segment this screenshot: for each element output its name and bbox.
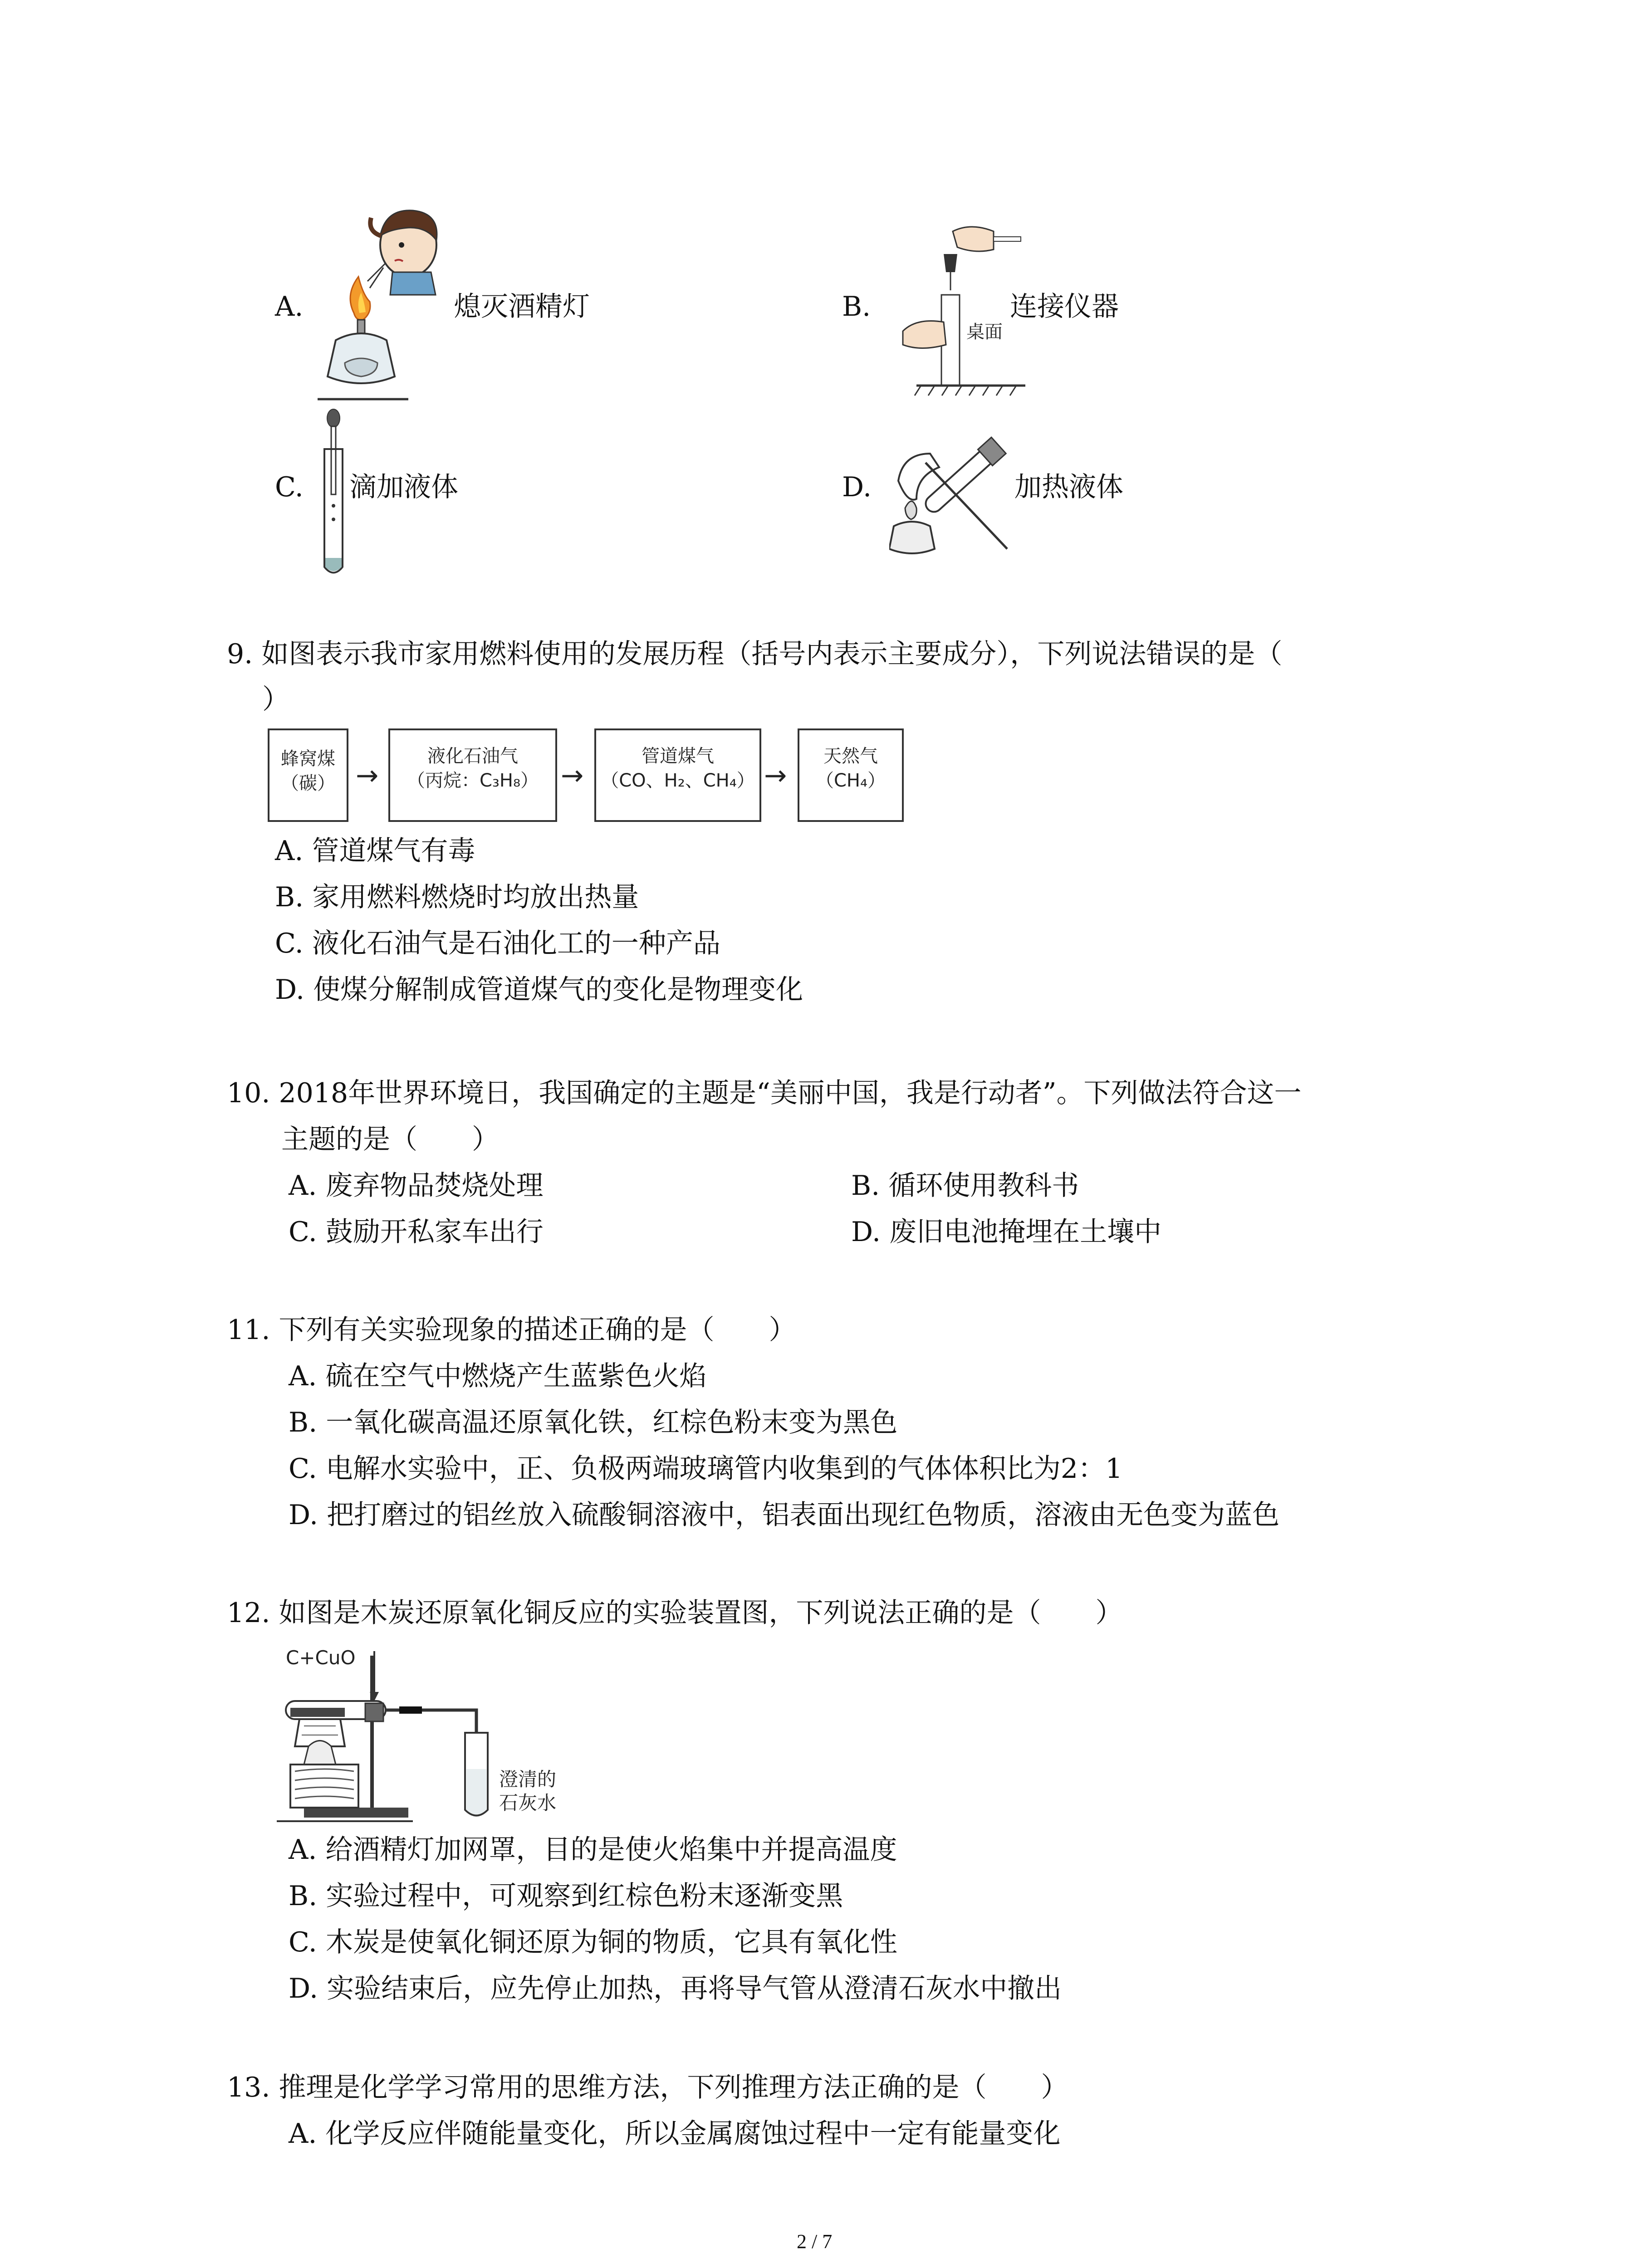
question-stem: 12. 如图是木炭还原氧化铜反应的实验装置图，下列说法正确的是（ ） — [227, 1597, 1123, 1629]
option-d: D. 把打磨过的铝丝放入硫酸铜溶液中，铝表面出现红色物质，溶液由无色变为蓝色 — [289, 1499, 1280, 1531]
add-liquid-dropper-figure — [318, 408, 349, 581]
question-stem: 10. 2018年世界环境日，我国确定的主题是“美丽中国，我是行动者”。下列做法符合这一 — [227, 1077, 1302, 1109]
flow-box-title: 蜂窝煤 — [281, 748, 335, 769]
question-stem-cont: 主题的是（ ） — [281, 1124, 499, 1155]
flow-box-composition: （CH₄） — [815, 770, 886, 791]
table-label: 桌面 — [966, 322, 1003, 342]
flow-box-composition: （丙烷：C₃H₈） — [407, 770, 539, 791]
question-stem-cont: ） — [262, 684, 289, 715]
option-b: B. 实验过程中，可观察到红棕色粉末逐渐变黑 — [289, 1880, 843, 1912]
question-stem: 13. 推理是化学学习常用的思维方法，下列推理方法正确的是（ ） — [227, 2072, 1068, 2103]
flow-box-natural-gas — [798, 728, 904, 822]
option-a: A. 管道煤气有毒 — [275, 835, 475, 867]
flow-box-piped-gas — [594, 728, 761, 822]
option-c: C. 鼓励开私家车出行 — [289, 1216, 544, 1248]
option-a: A. 硫在空气中燃烧产生蓝紫色火焰 — [289, 1360, 707, 1392]
flow-box-composition: （CO、H₂、CH₄） — [601, 770, 755, 791]
option-b: B. 家用燃料燃烧时均放出热量 — [275, 881, 639, 913]
extinguish-alcohol-lamp-figure — [318, 204, 463, 404]
option-d: D. 使煤分解制成管道煤气的变化是物理变化 — [275, 974, 803, 1006]
question-stem: 9. 如图表示我市家用燃料使用的发展历程（括号内表示主要成分），下列说法错误的是（ — [227, 638, 1283, 670]
flow-arrow: → — [356, 760, 379, 792]
figure-label-limewater-1: 澄清的 — [499, 1768, 557, 1790]
option-text: 加热液体 — [1014, 471, 1123, 503]
carbon-reduction-apparatus-figure — [277, 1651, 513, 1823]
option-c: C. 木炭是使氧化铜还原为铜的物质，它具有氧化性 — [289, 1926, 897, 1958]
option-text: 连接仪器 — [1010, 291, 1119, 323]
flow-arrow: → — [561, 760, 584, 792]
option-a: A. 化学反应伴随能量变化，所以金属腐蚀过程中一定有能量变化 — [289, 2118, 1061, 2150]
flow-box-composition: （碳） — [281, 773, 335, 794]
figure-label-limewater-2: 石灰水 — [499, 1792, 557, 1814]
option-c: C. 液化石油气是石油化工的一种产品 — [275, 928, 720, 959]
flow-box-title: 管道煤气 — [642, 746, 714, 767]
option-c: C. 电解水实验中，正、负极两端玻璃管内收集到的气体体积比为2：1 — [289, 1453, 1123, 1485]
option-letter: B. — [842, 291, 871, 323]
flow-box-lpg — [388, 728, 557, 822]
option-letter: A. — [275, 291, 304, 323]
option-b: B. 循环使用教科书 — [851, 1170, 1079, 1202]
flow-box-title: 天然气 — [823, 746, 878, 767]
option-a: A. 废弃物品焚烧处理 — [289, 1170, 544, 1202]
flow-box-honeycomb-coal — [268, 728, 348, 822]
heat-liquid-figure — [889, 426, 1025, 558]
option-b: B. 一氧化碳高温还原氧化铁，红棕色粉末变为黑色 — [289, 1407, 898, 1438]
flow-arrow: → — [764, 760, 787, 792]
figure-label-reactants: C+CuO — [286, 1647, 356, 1669]
option-d: D. 废旧电池掩埋在土壤中 — [851, 1216, 1162, 1248]
page-number: 2 / 7 — [797, 2230, 833, 2253]
option-text: 滴加液体 — [349, 471, 458, 503]
option-letter: D. — [842, 471, 872, 503]
question-stem: 11. 下列有关实验现象的描述正确的是（ ） — [227, 1314, 796, 1346]
option-letter: C. — [275, 471, 304, 503]
option-a: A. 给酒精灯加网罩，目的是使火焰集中并提高温度 — [289, 1834, 897, 1866]
option-d: D. 实验结束后，应先停止加热，再将导气管从澄清石灰水中撤出 — [289, 1973, 1062, 2004]
flow-box-title: 液化石油气 — [427, 746, 518, 767]
option-text: 熄灭酒精灯 — [454, 291, 590, 323]
